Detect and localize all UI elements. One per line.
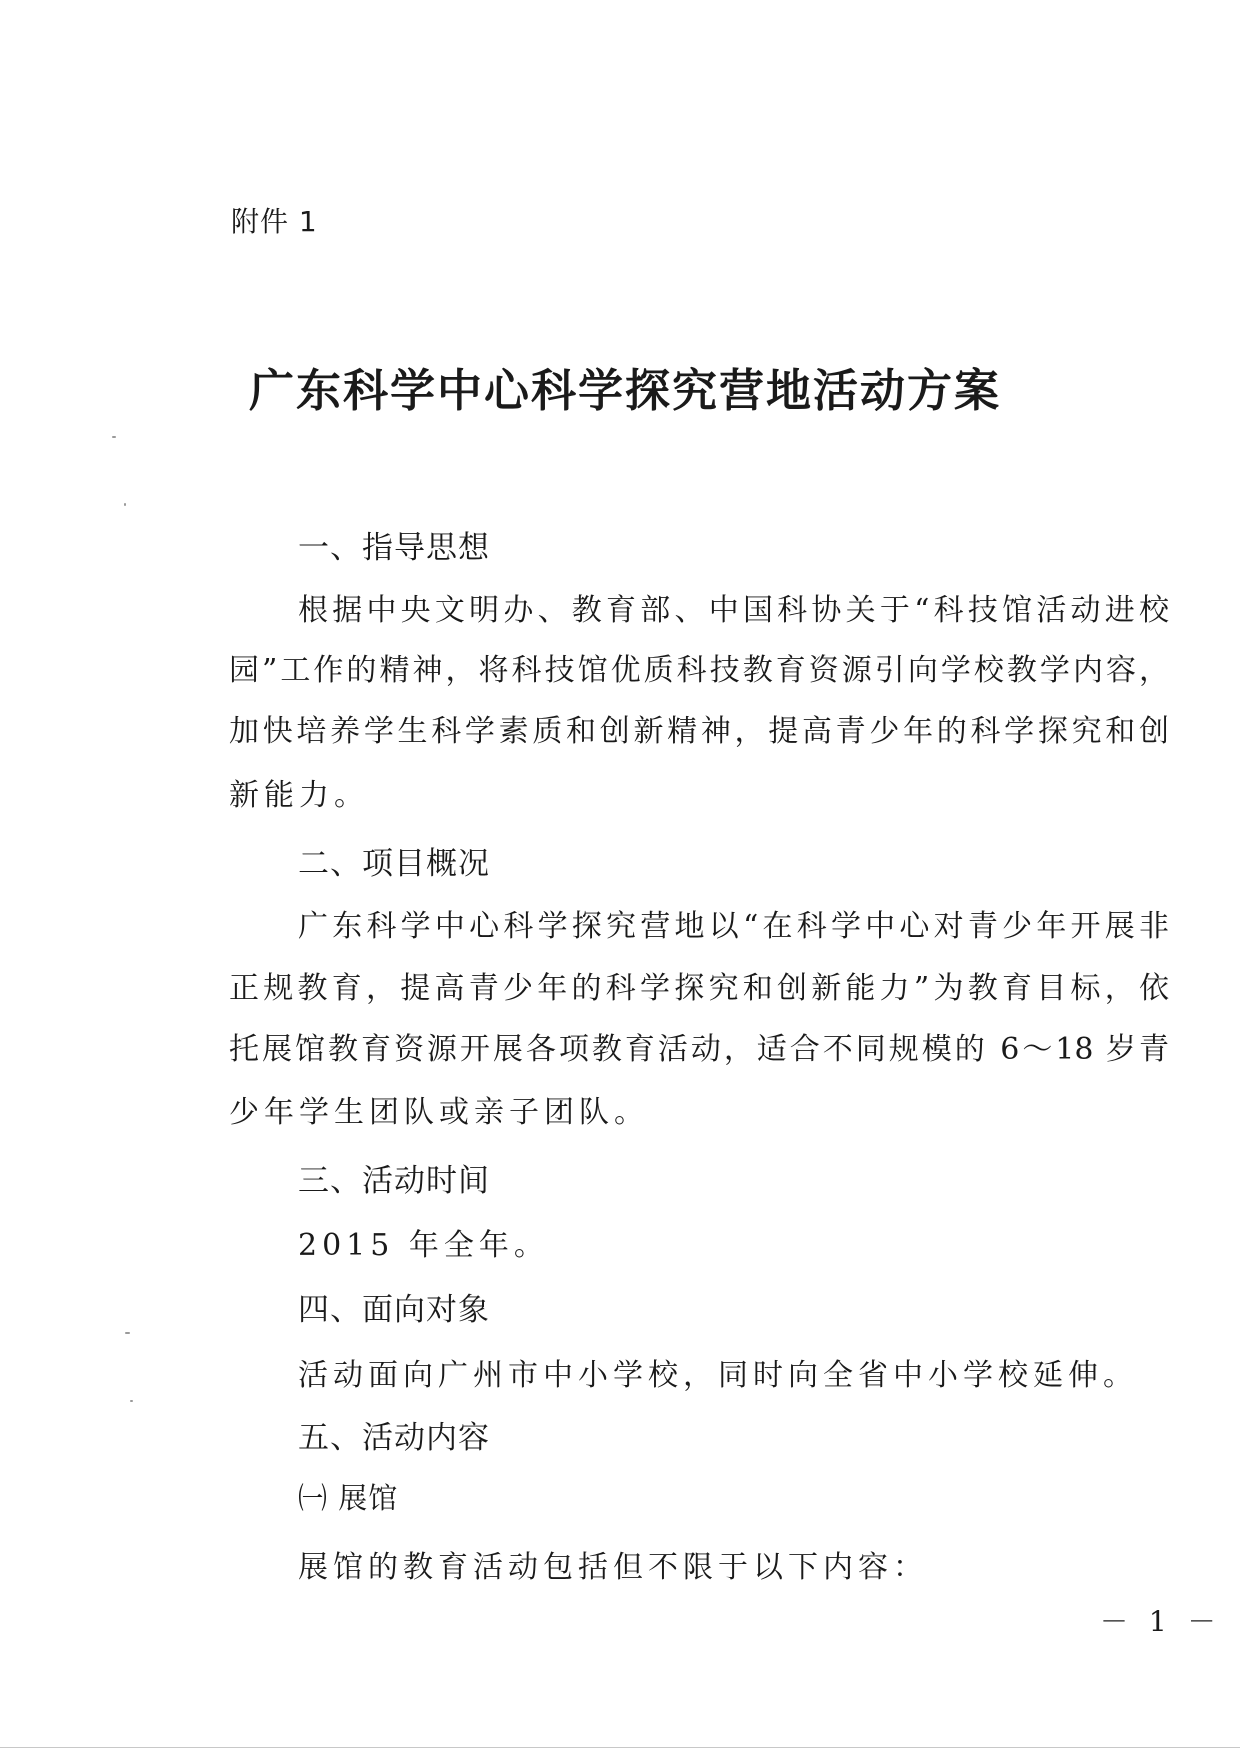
scan-bottom-edge — [0, 1747, 1240, 1748]
scan-speck — [124, 503, 126, 506]
paragraph-line: 正规教育，提高青少年的科学探究和创新能力”为教育目标，依 — [229, 971, 1169, 1006]
page-number: － 1 － — [1100, 1605, 1222, 1638]
scan-speck — [130, 1400, 133, 1402]
paragraph-line: 展馆的教育活动包括但不限于以下内容： — [298, 1550, 928, 1585]
paragraph-line: 2015 年全年。 — [298, 1228, 549, 1263]
paragraph-line: 新能力。 — [229, 778, 369, 813]
paragraph-line: 根据中央文明办、教育部、中国科协关于“科技馆活动进校 — [298, 593, 1169, 628]
section-heading-activity-time: 三、活动时间 — [298, 1163, 490, 1199]
scan-speck — [112, 436, 116, 438]
paragraph-line: 广东科学中心科学探究营地以“在科学中心对青少年开展非 — [298, 909, 1169, 944]
document-title: 广东科学中心科学探究营地活动方案 — [248, 364, 1001, 417]
scan-speck — [125, 1332, 130, 1334]
subsection-heading-exhibition-hall: ㈠ 展馆 — [298, 1481, 399, 1515]
section-heading-guiding-thought: 一、指导思想 — [298, 530, 490, 566]
paragraph-line: 活动面向广州市中小学校，同时向全省中小学校延伸。 — [298, 1358, 1138, 1393]
paragraph-line: 园”工作的精神，将科技馆优质科技教育资源引向学校教学内容， — [229, 653, 1169, 688]
attachment-label: 附件 1 — [231, 205, 318, 238]
section-heading-target-audience: 四、面向对象 — [298, 1292, 490, 1328]
paragraph-line: 托展馆教育资源开展各项教育活动，适合不同规模的 6～18 岁青 — [229, 1032, 1169, 1067]
section-heading-activity-content: 五、活动内容 — [298, 1420, 490, 1456]
paragraph-line: 加快培养学生科学素质和创新精神，提高青少年的科学探究和创 — [229, 714, 1169, 749]
section-heading-project-overview: 二、项目概况 — [298, 846, 490, 882]
paragraph-line: 少年学生团队或亲子团队。 — [229, 1095, 649, 1130]
